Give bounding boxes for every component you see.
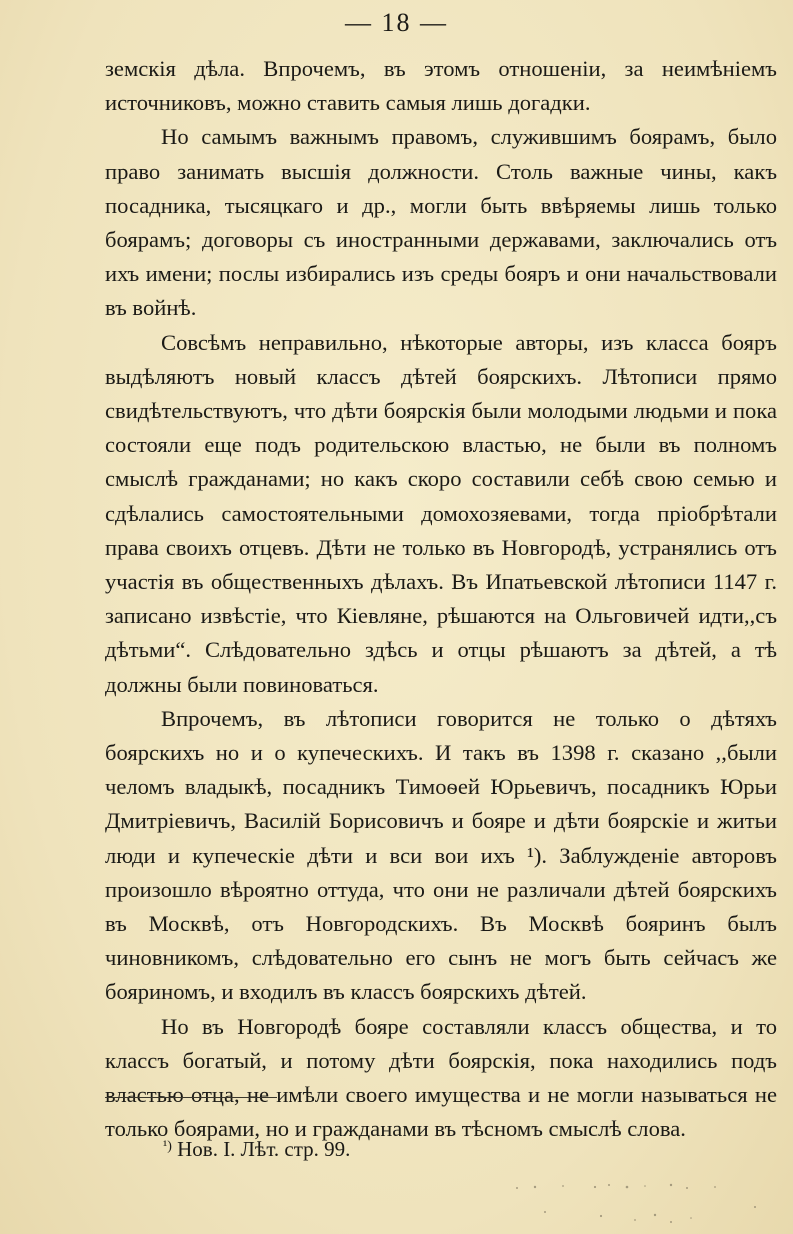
paragraph: земскія дѣла. Впрочемъ, въ этомъ отношеніи, за неимѣніемъ источниковъ, можно ставить самыя лишь догадки. (105, 56, 777, 116)
paragraph: Но въ Новгородѣ бояре составляли классъ общества, и то классъ богатый, и потому дѣти боярскія, пока находились подъ властью отца, не имѣли своего имущества и не могли называться не только боярами, но и гражданами въ тѣсномъ смыслѣ слова. (105, 1013, 777, 1142)
paragraph: Но самымъ важнымъ правомъ, служившимъ боярамъ, было право занимать высшія должности. Столь важные чины, какъ посадника, тысяцкаго и др., могли быть ввѣряемы лишь только боярамъ; договоры съ иностранными державами, заключались отъ ихъ имени; послы избирались изъ среды бояръ и они начальствовали въ войнѣ. (105, 124, 777, 321)
footnote-divider (105, 1097, 277, 1098)
footnote-text: Нов. I. Лѣт. стр. 99. (177, 1137, 351, 1161)
body-text (105, 52, 777, 1147)
page-number: — 18 — (345, 8, 448, 37)
paragraph: Впрочемъ, въ лѣтописи говорится не только о дѣтяхъ боярскихъ но и о купеческихъ. И такъ въ 1398 г. сказано ,,были челомъ владыкѣ, посадникъ Тимоѳей Юрьевичъ, посадникъ Юрьи Дмитріевичъ, Василій Борисовичъ и бояре и дѣти боярскіе и житьи люди и купеческіе дѣти и вси вои ихъ ¹). Заблужденіе авторовъ произошло вѣроятно оттуда, что они не различали дѣтей боярскихъ въ Москвѣ, отъ Новгородскихъ. Въ Москвѣ бояринъ былъ чиновникомъ, слѣдовательно его сынъ не могъ быть сейчасъ же бояриномъ, и входилъ въ классъ боярскихъ дѣтей. (105, 705, 777, 1005)
footnote-marker: ¹) (163, 1139, 172, 1154)
footnote (163, 1133, 350, 1163)
paper-specks-decoration (505, 1182, 765, 1232)
paragraph: Совсѣмъ неправильно, нѣкоторые авторы, изъ класса бояръ выдѣляютъ новый классъ дѣтей боярскихъ. Лѣтописи прямо свидѣтельствуютъ, что дѣти боярскія были молодыми людьми и пока состояли еще подъ родительскою властью, не были въ полномъ смыслѣ гражданами; но какъ скоро составили себѣ свою семью и сдѣлались самостоятельными домохозяевами, тогда пріобрѣтали права своихъ отцевъ. Дѣти не только въ Новгородѣ, устранялись отъ участія въ общественныхъ дѣлахъ. Въ Ипатьевской лѣтописи 1147 г. записано извѣстіе, что Кіевляне, рѣшаются на Ольговичей идти,,съ дѣтьми“. Слѣдовательно здѣсь и отцы рѣшаютъ за дѣтей, а тѣ должны были повиноваться. (105, 329, 777, 697)
